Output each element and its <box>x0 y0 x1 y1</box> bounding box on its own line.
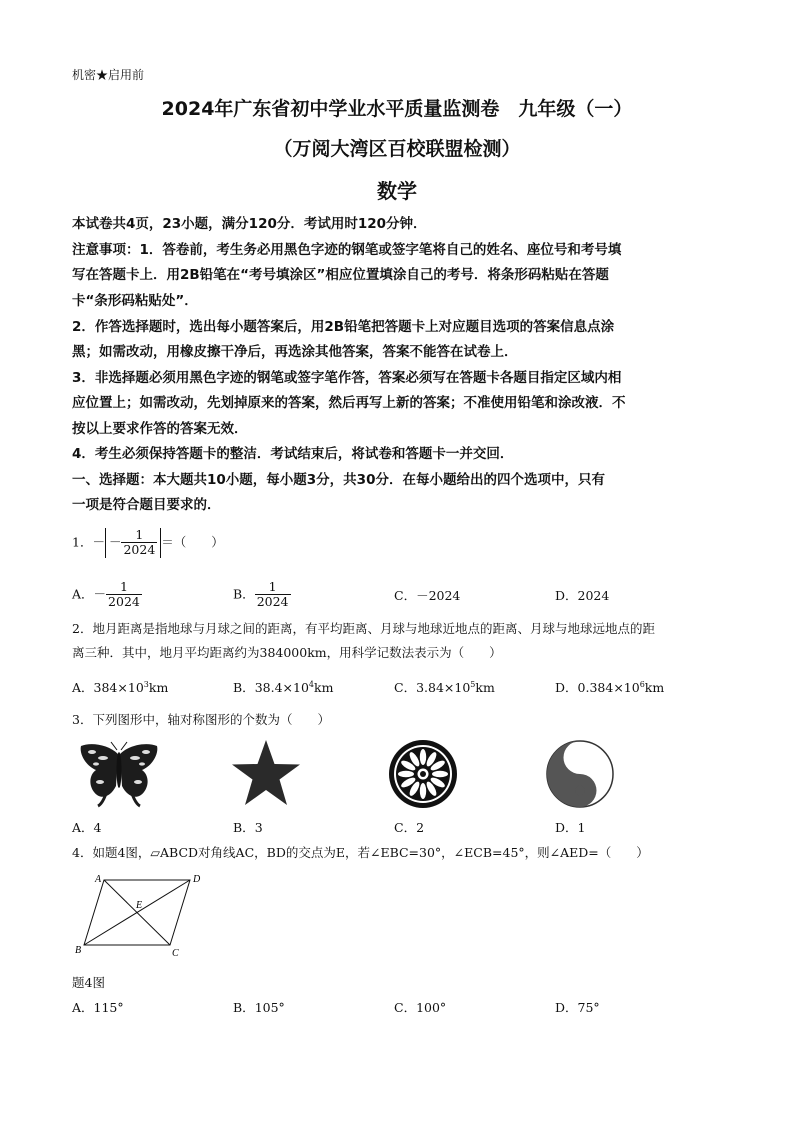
option-label: C． <box>394 1000 417 1015</box>
q4-option-b <box>233 998 285 1016</box>
option-base: 38.4×10 <box>254 680 309 695</box>
q1-option-d <box>555 586 609 604</box>
q4-option-d <box>555 998 600 1016</box>
option-text: －2024 <box>416 588 461 603</box>
option-unit: km <box>314 680 334 695</box>
option-text: 115° <box>93 1000 124 1015</box>
minus-sign: － <box>92 534 105 550</box>
q1-option-c <box>394 586 460 604</box>
option-text: 3 <box>254 820 263 835</box>
option-base: 3.84×10 <box>416 680 471 695</box>
subject-title: 数学 <box>377 179 417 203</box>
fraction-numerator: 1 <box>106 580 142 595</box>
fraction-denominator: 2024 <box>256 594 289 610</box>
option-sign: － <box>93 586 107 602</box>
q2-option-c <box>394 678 495 696</box>
note-3-line-1: 3．非选择题必须用黑色字迹的钢笔或签字笔作答，答案必须写在答题卡各题目指定区域内相 <box>72 370 622 386</box>
section-1-heading-line-1: 一、选择题：本大题共10小题，每小题3分，共30分．在每小题给出的四个选项中，只有 <box>72 472 605 488</box>
minus-sign: － <box>108 534 122 550</box>
absolute-value <box>105 528 161 558</box>
option-label: B． <box>233 1000 255 1015</box>
option-label: D． <box>555 820 578 835</box>
option-label: B． <box>233 680 255 695</box>
q1-option-b <box>233 580 291 610</box>
note-1-line-1: 注意事项：1．答卷前，考生务必用黑色字迹的钢笔或签字笔将自己的姓名、座位号和考号填 <box>72 242 622 258</box>
question-2-line-1: 2．地月距离是指地球与月球之间的距离，有平均距离、月球与地球近地点的距离、月球与地球远地点的距 <box>72 621 655 636</box>
option-text: 4 <box>93 820 102 835</box>
option-fraction <box>255 580 291 610</box>
option-text: 2 <box>416 820 425 835</box>
butterfly-figure <box>78 740 160 808</box>
question-tail: ＝（ ） <box>161 534 224 550</box>
option-label: D． <box>555 1000 578 1015</box>
fraction-numerator: 1 <box>121 528 157 543</box>
option-exponent: 4 <box>308 679 314 689</box>
option-exponent: 6 <box>639 679 645 689</box>
option-text: 1 <box>577 820 586 835</box>
option-label: D． <box>555 680 578 695</box>
point-label-a: A <box>95 874 102 885</box>
confidential-mark: 机密★启用前 <box>72 68 145 82</box>
option-label: C． <box>394 820 417 835</box>
option-label: C． <box>394 588 417 603</box>
note-3-line-3: 按以上要求作答的答案无效． <box>72 421 248 437</box>
fraction-numerator: 1 <box>255 580 291 595</box>
option-label: B． <box>233 586 255 602</box>
option-text: 2024 <box>577 588 610 603</box>
parallelogram-figure <box>72 870 212 960</box>
option-text: 100° <box>416 1000 447 1015</box>
q4-option-c <box>394 998 446 1016</box>
q1-option-a <box>72 580 142 610</box>
question-2-line-2: 离三种．其中，地月平均距离约为384000km，用科学记数法表示为（ ） <box>72 645 502 660</box>
question-number: 1． <box>72 534 93 550</box>
note-2-line-1: 2．作答选择题时，选出每小题答案后，用2B铅笔把答题卡上对应题目选项的答案信息点涂 <box>72 319 615 335</box>
note-2-line-2: 黑；如需改动，用橡皮擦干净后，再选涂其他答案，答案不能答在试卷上． <box>72 344 518 360</box>
point-label-d: D <box>193 874 201 885</box>
q4-option-a <box>72 998 124 1016</box>
option-text: 75° <box>577 1000 600 1015</box>
star-figure <box>230 738 302 808</box>
point-label-c: C <box>172 948 179 959</box>
option-label: C． <box>394 680 417 695</box>
option-exponent: 5 <box>470 679 476 689</box>
q2-option-d <box>555 678 664 696</box>
note-1-line-2: 写在答题卡上．用2B铅笔在“考号填涂区”相应位置填涂自己的考号．将条形码粘贴在答题 <box>72 267 609 283</box>
note-1-line-3: 卡“条形码粘贴处”． <box>72 293 198 309</box>
q2-option-b <box>233 678 333 696</box>
option-unit: km <box>148 680 169 695</box>
question-3: 3．下列图形中，轴对称图形的个数为（ ） <box>72 712 330 727</box>
rosette-figure <box>388 739 458 809</box>
q3-option-c <box>394 818 424 836</box>
q2-option-a <box>72 678 168 696</box>
option-base: 0.384×10 <box>577 680 640 695</box>
option-label: A． <box>72 586 94 602</box>
point-label-e: E <box>136 900 143 911</box>
exam-summary: 本试卷共4页，23小题，满分120分．考试用时120分钟． <box>72 216 427 232</box>
option-label: D． <box>555 588 578 603</box>
q3-option-b <box>233 818 263 836</box>
exam-subtitle: （万阅大湾区百校联盟检测） <box>273 138 521 160</box>
option-label: B． <box>233 820 255 835</box>
option-label: A． <box>72 1000 94 1015</box>
q3-option-a <box>72 818 101 836</box>
option-unit: km <box>644 680 665 695</box>
fraction-denominator: 2024 <box>108 594 140 610</box>
option-label: A． <box>72 680 94 695</box>
section-1-heading-line-2: 一项是符合题目要求的． <box>72 497 221 513</box>
yin-yang-figure <box>545 739 615 809</box>
option-unit: km <box>475 680 495 695</box>
fraction-denominator: 2024 <box>123 542 156 558</box>
q3-option-d <box>555 818 585 836</box>
exam-title: 2024年广东省初中学业水平质量监测卷 九年级（一） <box>161 98 633 120</box>
question-4: 4．如题4图，▱ABCD对角线AC，BD的交点为E，若∠EBC=30°，∠ECB=45°，则∠AED=（ ） <box>72 845 649 860</box>
note-3-line-2: 应位置上；如需改动，先划掉原来的答案，然后再写上新的答案；不准使用铅笔和涂改液．不 <box>72 395 626 411</box>
option-fraction <box>106 580 142 610</box>
figure-4-caption: 题4图 <box>72 975 105 990</box>
question-1 <box>72 528 224 558</box>
option-base: 384×10 <box>93 680 144 695</box>
option-label: A． <box>72 820 94 835</box>
option-text: 105° <box>254 1000 285 1015</box>
fraction <box>121 528 157 558</box>
option-exponent: 3 <box>143 679 149 689</box>
note-4: 4．考生必须保持答题卡的整洁．考试结束后，将试卷和答题卡一并交回． <box>72 446 514 462</box>
point-label-b: B <box>75 945 82 956</box>
